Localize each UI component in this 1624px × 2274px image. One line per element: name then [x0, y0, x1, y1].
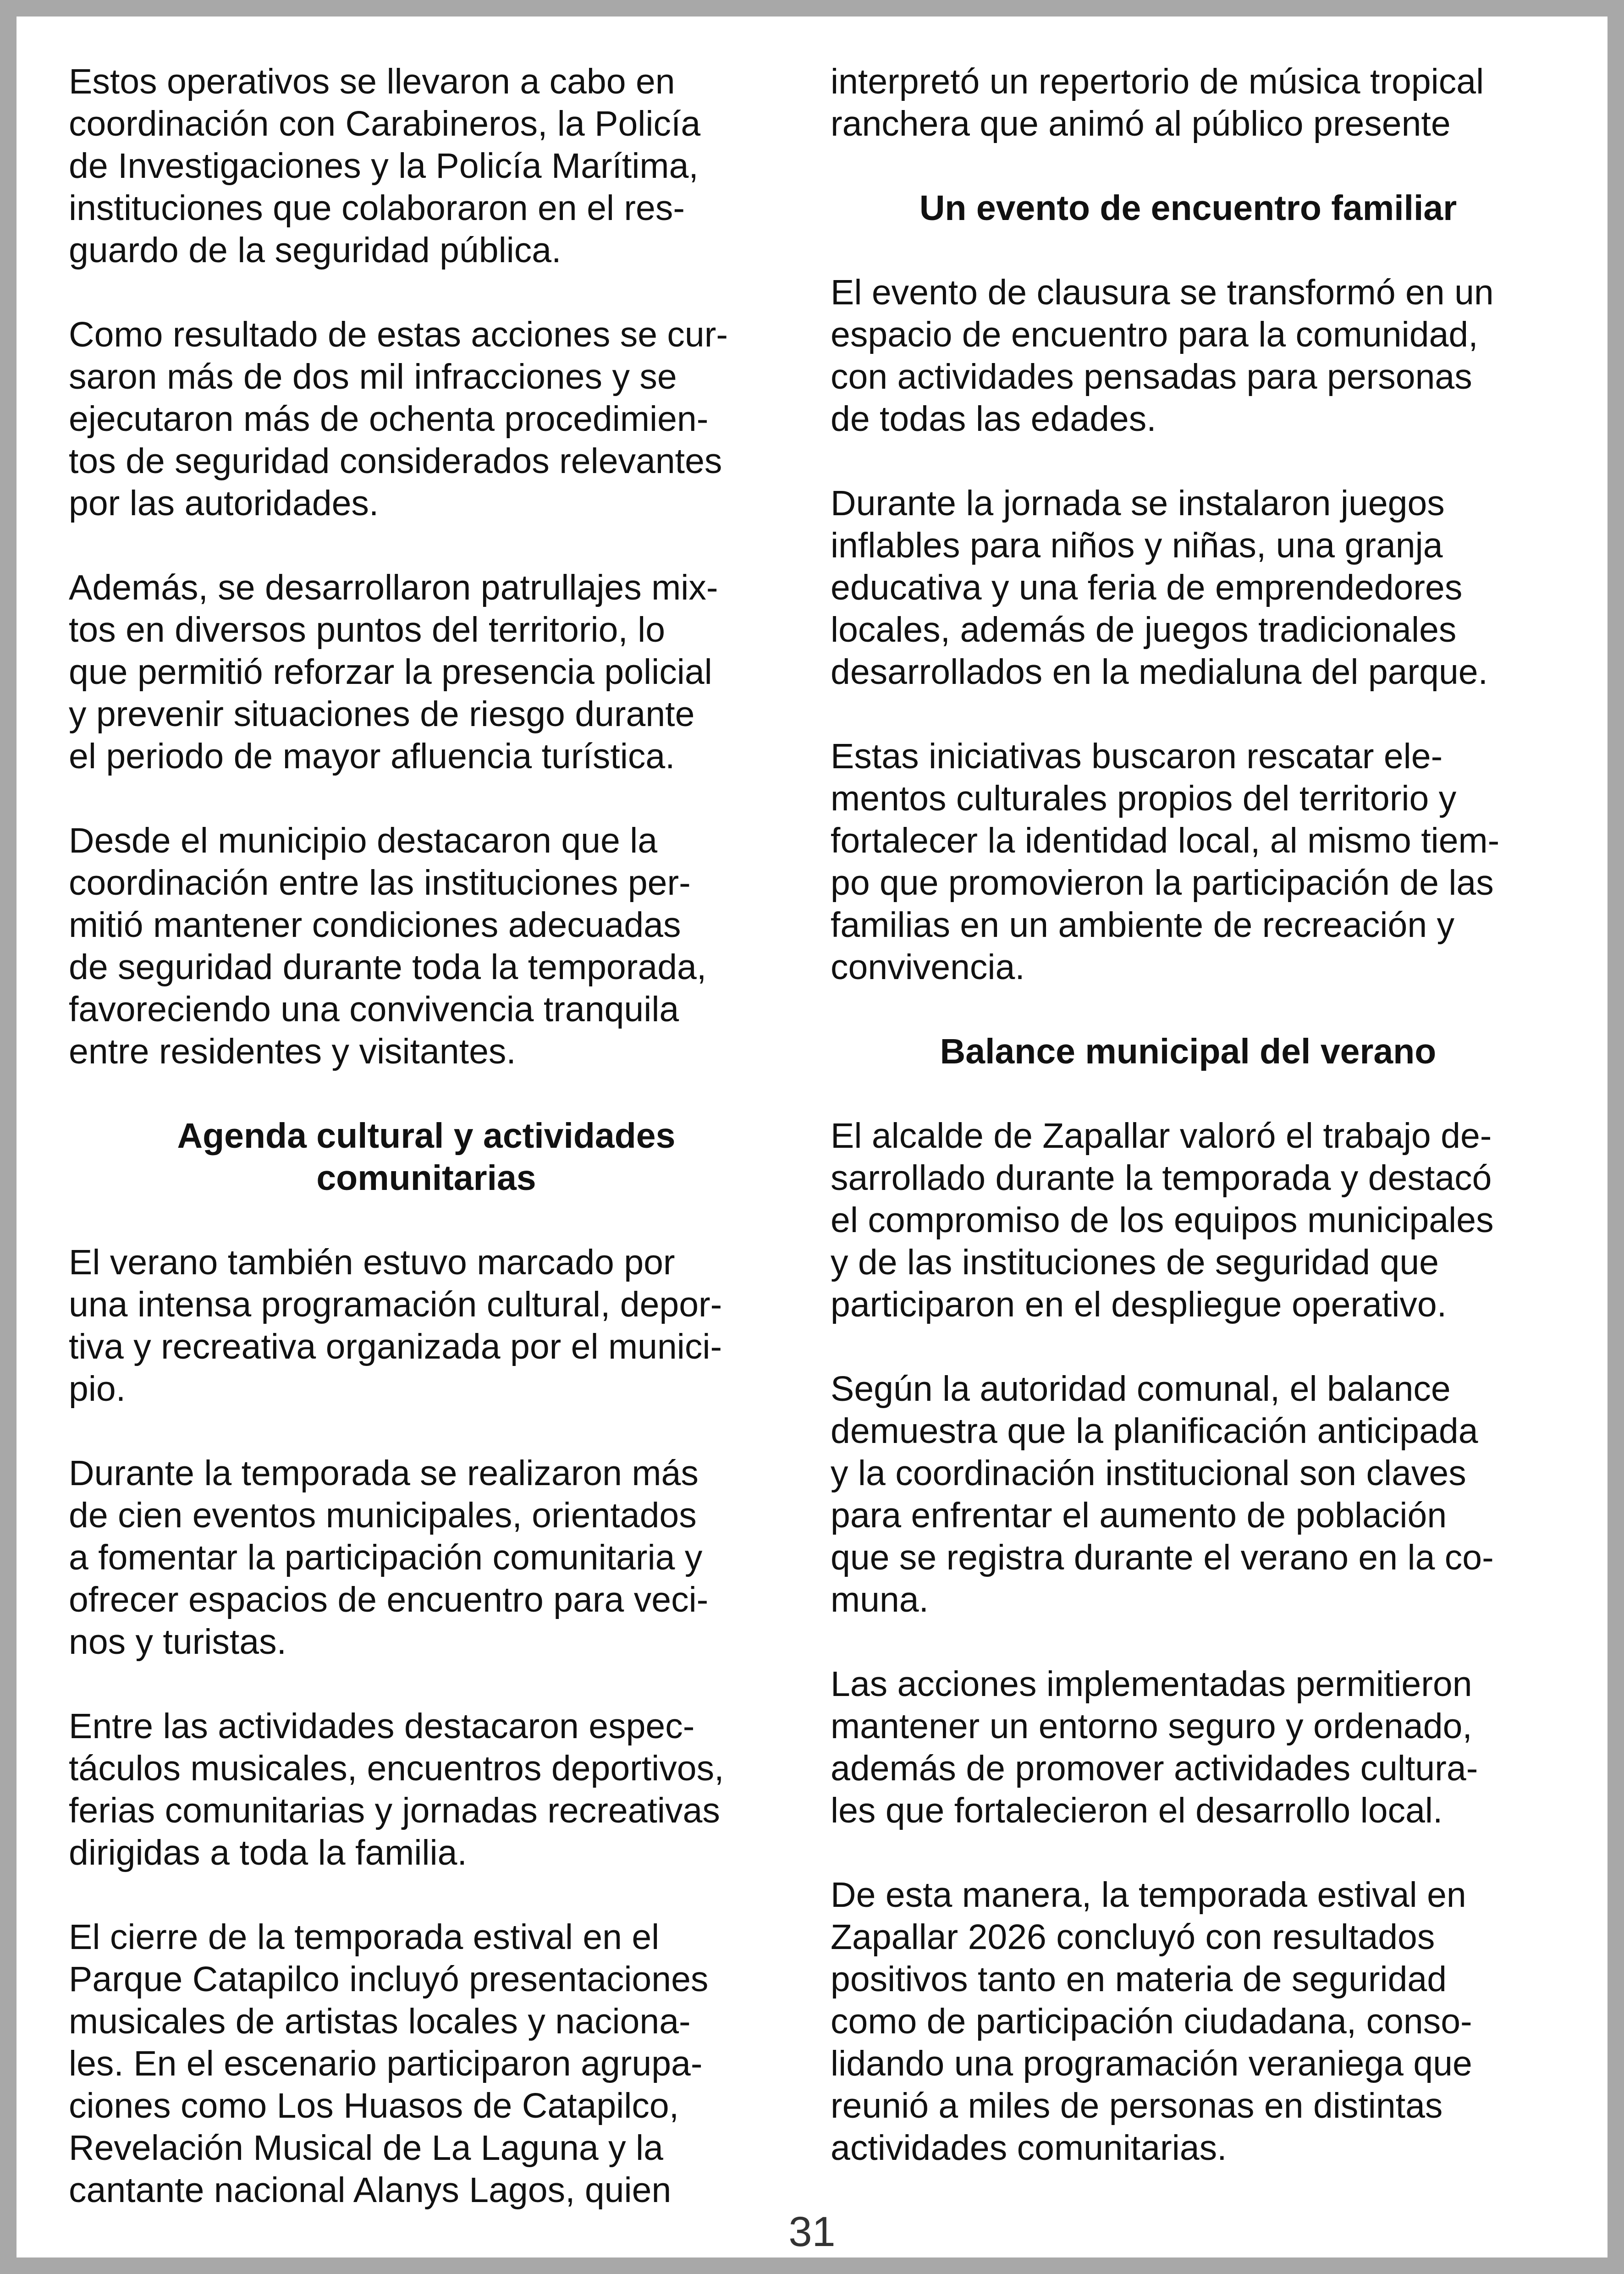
paragraph: El evento de clausura se transformó en un espacio de encuentro para la comunidad, con actividades pensadas para personas de todas las edades.: [831, 273, 1494, 439]
paragraph: De esta manera, la temporada estival en Zapallar 2026 concluyó con resultados positivos tanto en materia de seguridad como de participación ciudadana, conso- lidando una programación veraniega que reunió a miles de personas en distintas actividades comunitarias.: [831, 1875, 1472, 2168]
paragraph: Durante la temporada se realizaron más de cien eventos municipales, orientados a fomentar la participación comunitaria y ofrecer espacios de encuentro para veci- nos y turistas.: [69, 1454, 709, 1662]
paragraph: Entre las actividades destacaron espec- táculos musicales, encuentros deportivos, ferias comunitarias y jornadas recreativas dirigidas a toda la familia.: [69, 1707, 724, 1872]
paragraph: El cierre de la temporada estival en el Parque Catapilco incluyó presentaciones musicales de artistas locales y naciona- les. En el escenario participaron agrupa- ciones como Los Huasos de Catapilco, Revelación Musical de La Laguna y la cantante nacional Alanys Lagos, quien: [69, 1917, 709, 2210]
paragraph: Según la autoridad comunal, el balance demuestra que la planificación anticipada y la coordinación institucional son claves para enfrentar el aumento de población que se registra durante el verano en la co- muna.: [831, 1369, 1494, 1619]
paragraph: Como resultado de estas acciones se cur- saron más de dos mil infracciones y se ejecutaron más de ochenta procedimien- tos de seguridad considerados relevantes por las autoridades.: [69, 315, 728, 523]
left-column: [69, 61, 784, 2253]
page-number: 31: [788, 2208, 836, 2255]
paragraph: El verano también estuvo marcado por una intensa programación cultural, depor- tiva y recreativa organizada por el munici- pio.: [69, 1243, 722, 1409]
paragraph: El alcalde de Zapallar valoró el trabajo de- sarrollado durante la temporada y destacó el compromiso de los equipos municipales y de las instituciones de seguridad que participaron en el despliegue operativo.: [831, 1116, 1494, 1324]
section-heading: Un evento de encuentro familiar: [919, 188, 1457, 228]
document-page: [17, 17, 1607, 2257]
paragraph: Estas iniciativas buscaron rescatar ele- mentos culturales propios del territorio y fortalecer la identidad local, al mismo tiem- po que promovieron la participación de las familias en un ambiente de recreación y convivencia.: [831, 737, 1500, 987]
paragraph: Además, se desarrollaron patrullajes mix- tos en diversos puntos del territorio, lo que permitió reforzar la presencia policial y prevenir situaciones de riesgo durante el periodo de mayor afluencia turística.: [69, 568, 718, 776]
paragraph: Desde el municipio destacaron que la coordinación entre las instituciones per- mitió mantener condiciones adecuadas de seguridad durante toda la temporada, favoreciendo una convivencia tranquila entre residentes y visitantes.: [69, 821, 707, 1071]
paragraph: Las acciones implementadas permitieron mantener un entorno seguro y ordenado, además de promover actividades cultura- les que fortalecieron el desarrollo local.: [831, 1664, 1478, 1830]
section-heading: Balance municipal del verano: [940, 1032, 1437, 1071]
paragraph: Durante la jornada se instalaron juegos inflables para niños y niñas, una granja educativa y una feria de emprendedores locales, además de juegos tradicionales desarrollados en la medialuna del parque.: [831, 484, 1488, 692]
section-heading: Agenda cultural y actividades comunitarias: [177, 1116, 676, 1198]
paragraph: interpretó un repertorio de música tropical ranchera que animó al público presente: [831, 62, 1484, 143]
paragraph: Estos operativos se llevaron a cabo en coordinación con Carabineros, la Policía de Investigaciones y la Policía Marítima, instituciones que colaboraron en el res- guardo de la seguridad pública.: [69, 62, 701, 270]
right-column: [831, 61, 1546, 2211]
